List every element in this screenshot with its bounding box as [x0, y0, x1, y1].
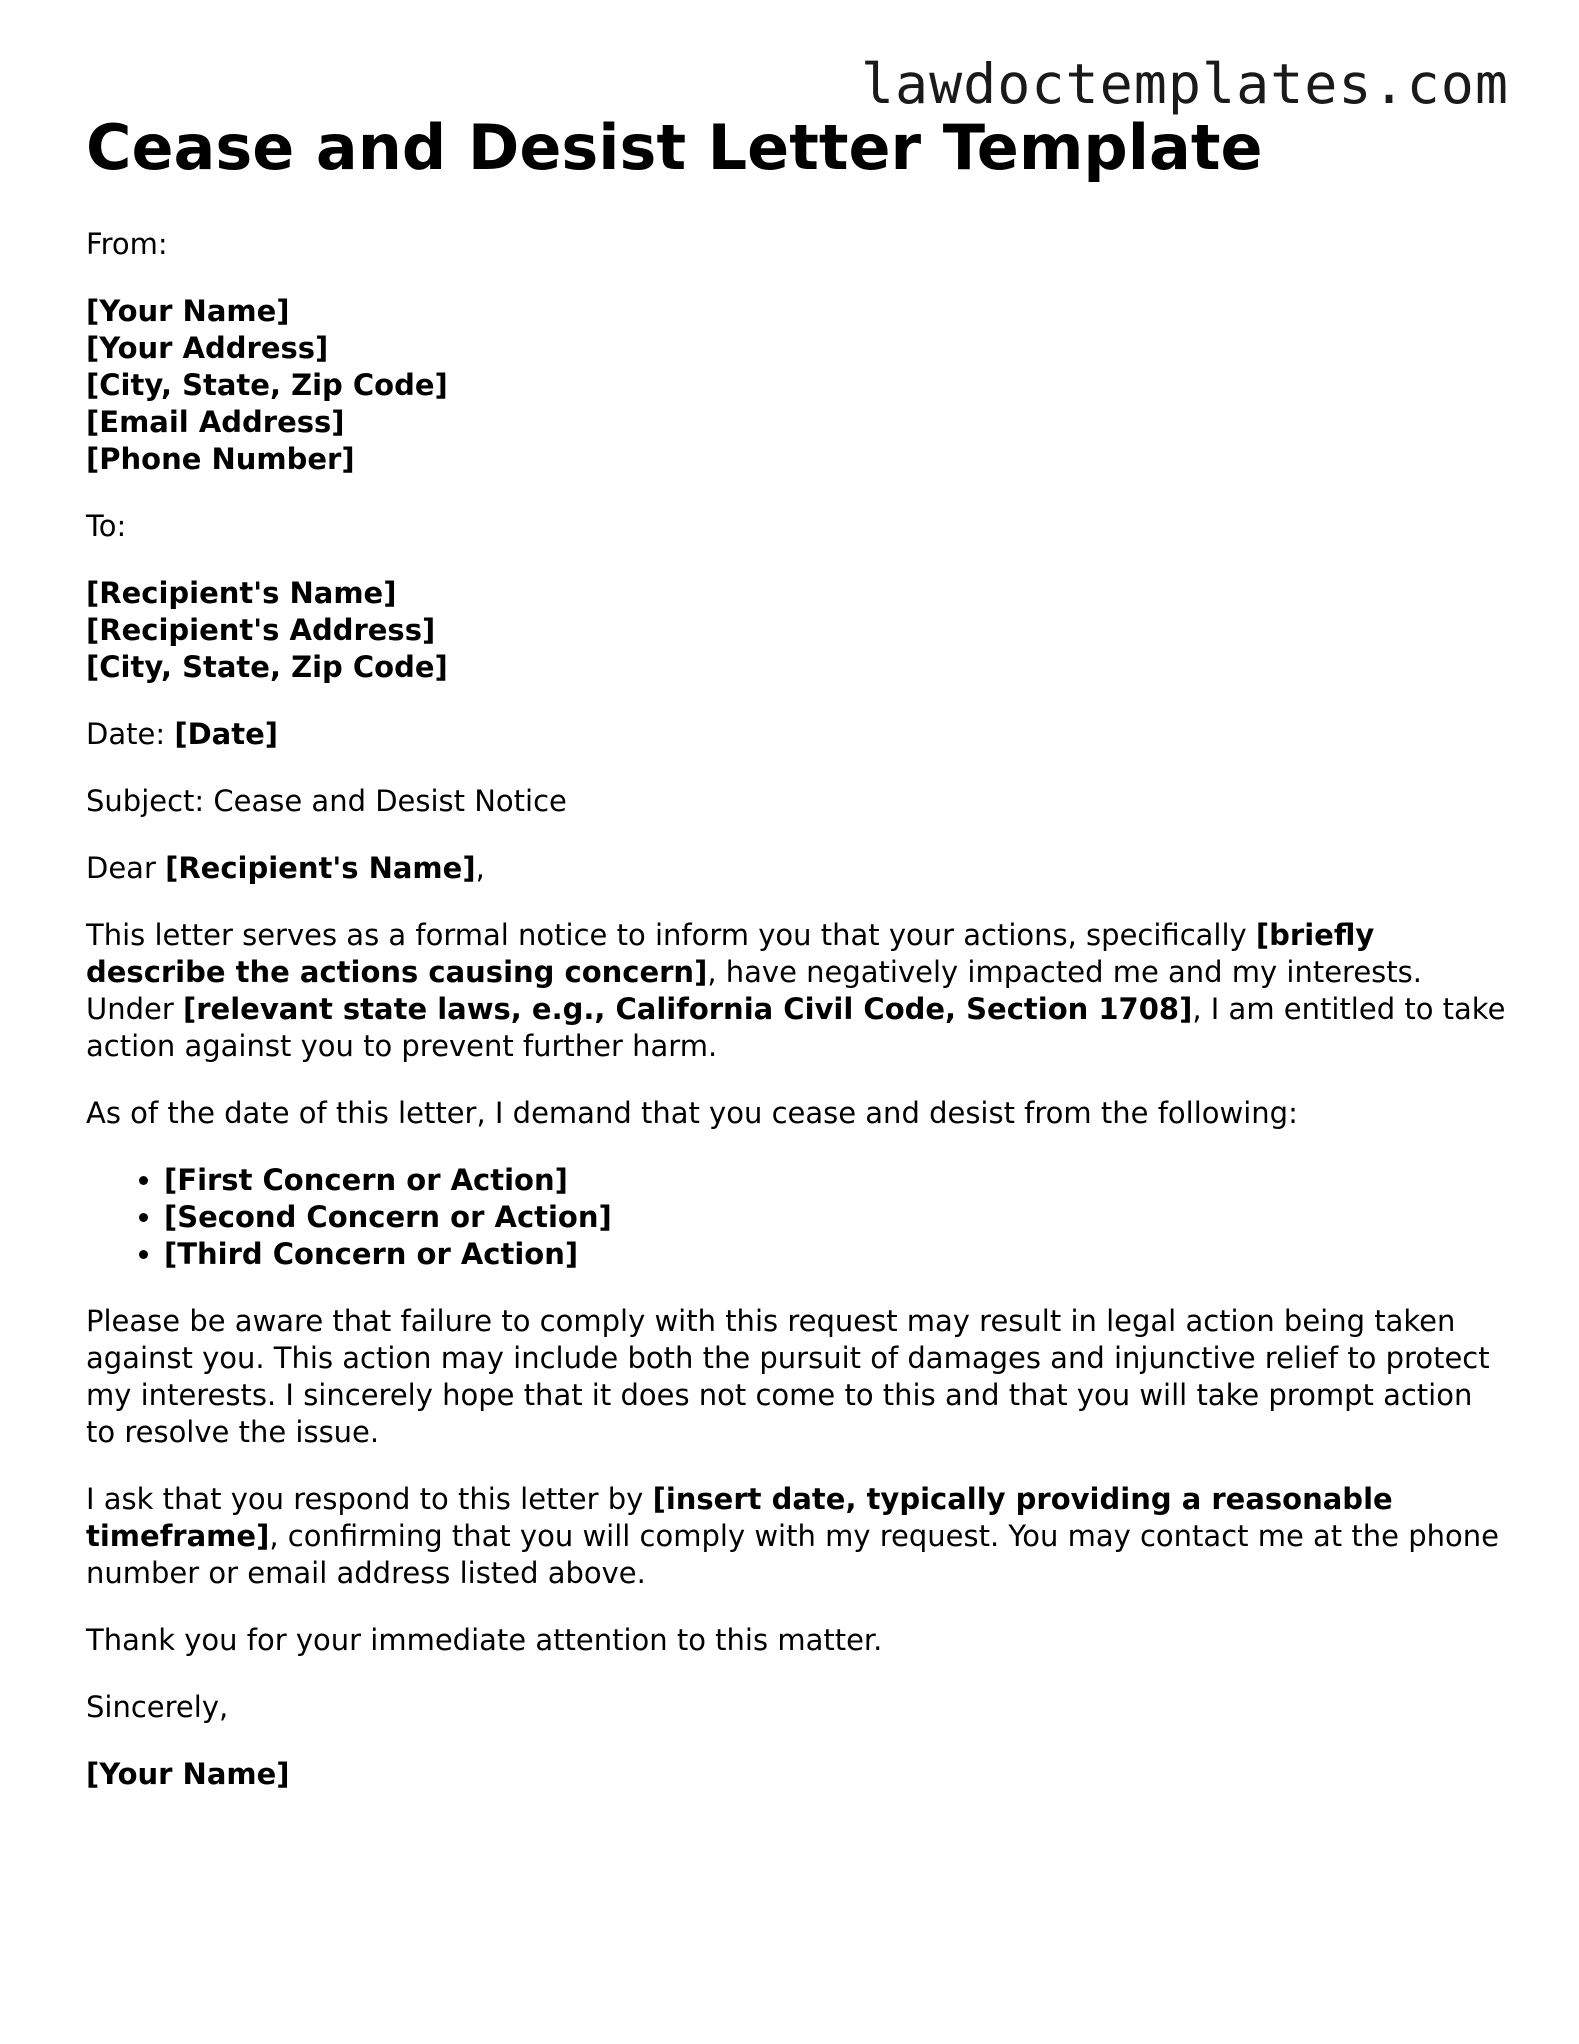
recipient-name: [Recipient's Name]	[86, 576, 397, 610]
recipient-city: [City, State, Zip Code]	[86, 650, 448, 684]
site-watermark: lawdoctemplates.com	[860, 52, 1509, 116]
paragraph-response	[86, 1481, 1506, 1592]
closing: Sincerely,	[86, 1690, 229, 1724]
greeting-name: [Recipient's Name]	[165, 851, 476, 885]
letter-page	[86, 108, 1506, 1823]
paragraph-notice	[86, 917, 1506, 1065]
response-text-1: I ask that you respond to this letter by	[86, 1482, 644, 1516]
from-label: From:	[86, 227, 168, 261]
paragraph-thanks: Thank you for your immediate attention to this matter.	[86, 1623, 883, 1657]
recipient-address: [Recipient's Address]	[86, 613, 436, 647]
response-placeholder-date: [insert date, typically providing a reasonable timeframe]	[86, 1482, 1393, 1553]
date-label: Date:	[86, 717, 166, 751]
sender-phone: [Phone Number]	[86, 442, 355, 476]
list-item: • [First Concern or Action]	[164, 1162, 1506, 1199]
date-line	[86, 716, 1506, 753]
greeting-comma: ,	[475, 851, 485, 885]
date-value: [Date]	[174, 717, 278, 751]
greeting-prefix: Dear	[86, 851, 156, 885]
sender-city: [City, State, Zip Code]	[86, 368, 448, 402]
notice-text-1: This letter serves as a formal notice to inform you that your actions, specifically	[86, 918, 1247, 952]
concern-list	[86, 1162, 1506, 1273]
list-item: • [Third Concern or Action]	[164, 1236, 1506, 1273]
signature-name: [Your Name]	[86, 1757, 290, 1791]
response-text-2: , confirming that you will comply with my request. You may contact me at the phone number or email address listed above.	[86, 1519, 1499, 1590]
notice-text-3: , I am entitled to take action against you to prevent further harm.	[86, 992, 1506, 1063]
greeting	[86, 850, 1506, 887]
page-title: Cease and Desist Letter Template	[86, 111, 1263, 184]
notice-placeholder-laws: [relevant state laws, e.g., California Civil Code, Section 1708]	[183, 992, 1193, 1026]
sender-name: [Your Name]	[86, 294, 290, 328]
notice-text-2: , have negatively impacted me and my interests. Under	[86, 955, 1422, 1026]
paragraph-demand: As of the date of this letter, I demand that you cease and desist from the following:	[86, 1096, 1298, 1130]
recipient-block	[86, 575, 1506, 686]
list-item: • [Second Concern or Action]	[164, 1199, 1506, 1236]
paragraph-warning: Please be aware that failure to comply with this request may result in legal action being taken against you. This action may include both the pursuit of damages and injunctive relief to protect my interests. I sincerely hope that it does not come to this and that you will take prompt action to resolve the issue.	[86, 1304, 1490, 1449]
notice-placeholder-actions: [briefly describe the actions causing concern]	[86, 918, 1375, 989]
to-label: To:	[86, 509, 127, 543]
subject-line: Subject: Cease and Desist Notice	[86, 784, 567, 818]
sender-block	[86, 293, 1506, 478]
sender-email: [Email Address]	[86, 405, 345, 439]
sender-address: [Your Address]	[86, 331, 329, 365]
signature	[86, 1756, 1506, 1793]
